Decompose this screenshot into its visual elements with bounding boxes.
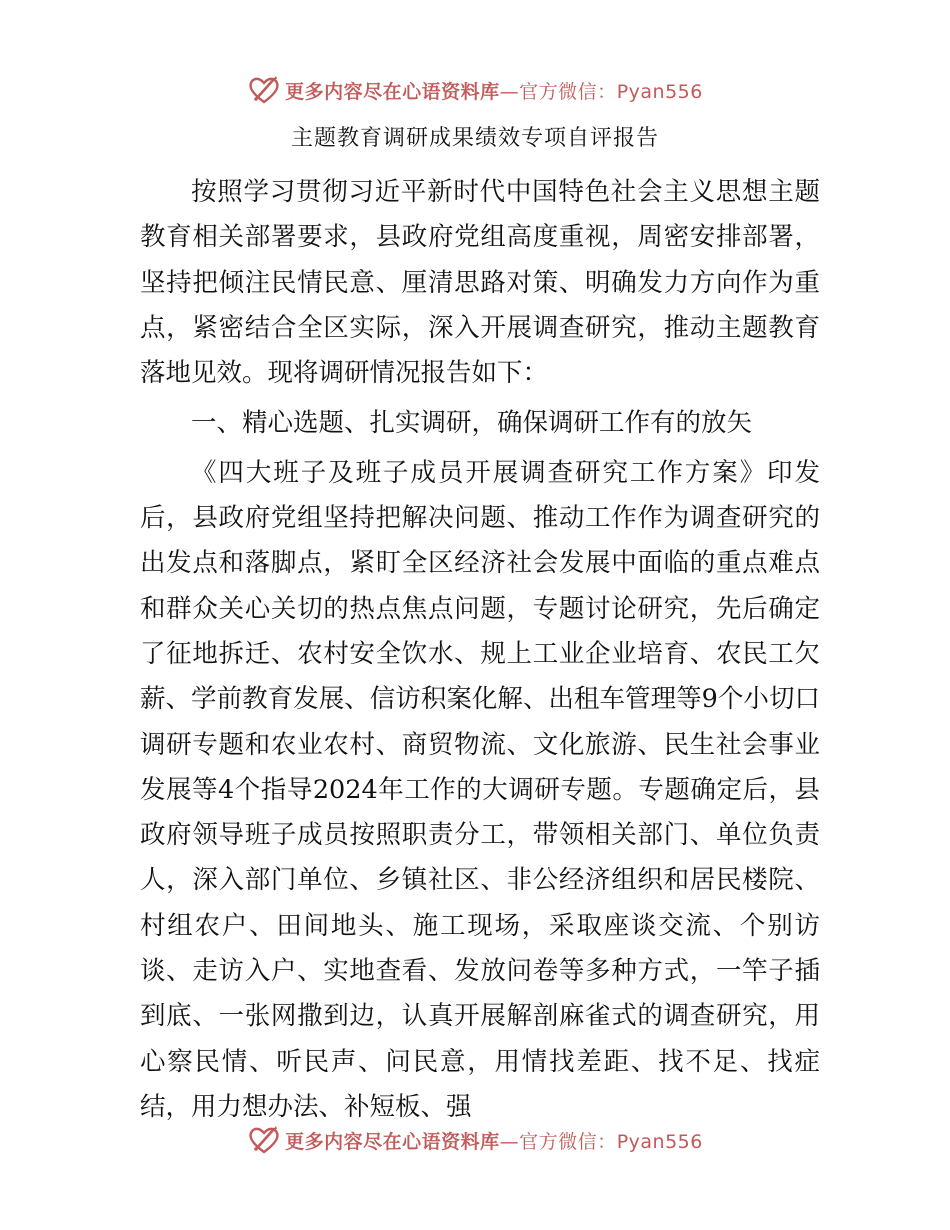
watermark-text: 更多内容尽在心语资料库—官方微信：Pyan556 (285, 80, 703, 103)
heart-quill-logo-icon (247, 73, 281, 107)
footer-watermark-banner (0, 1120, 950, 1160)
watermark-text: 更多内容尽在心语资料库—官方微信：Pyan556 (285, 1130, 703, 1153)
document-title: 主题教育调研成果绩效专项自评报告 (290, 126, 659, 151)
section-1-paragraph: 《四大班子及班子成员开展调查研究工作方案》印发后，县政府党组坚持把解决问题、推动工作作为调查研究的出发点和落脚点，紧盯全区经济社会发展中面临的重点难点和群众关心关切的热点焦点问题，专题讨论研究，先后确定了征地拆迁、农村安全饮水、规上工业企业培育、农民工欠薪、学前教育发展、信访积案化解、出租车管理等9个小切口调研专题和农业农村、商贸物流、文化旅游、民生社会事业发展等4个指导2024年工作的大调研专题。专题确定后，县政府领导班子成员按照职责分工，带领相关部门、单位负责人，深入部门单位、乡镇社区、非公经济组织和居民楼院、村组农户、田间地头、施工现场，采取座谈交流、个别访谈、走访入户、实地查看、发放问卷等多种方式，一竿子插到底、一张网撒到边，认真开展解剖麻雀式的调查研究，用心察民情、听民声、问民意，用情找差距、找不足、找症结，用力想办法、补短板、强 (140, 457, 820, 1122)
intro-paragraph: 按照学习贯彻习近平新时代中国特色社会主义思想主题教育相关部署要求，县政府党组高度重视，周密安排部署，坚持把倾注民情民意、厘清思路对策、明确发力方向作为重点，紧密结合全区实际，深入开展调查研究，推动主题教育落地见效。现将调研情况报告如下： (140, 177, 820, 389)
heart-quill-logo-icon (247, 1123, 281, 1157)
header-watermark-banner (0, 70, 950, 110)
document-body (140, 170, 820, 1130)
section-1-heading: 一、精心选题、扎实调研，确保调研工作有的放矢 (191, 408, 753, 439)
